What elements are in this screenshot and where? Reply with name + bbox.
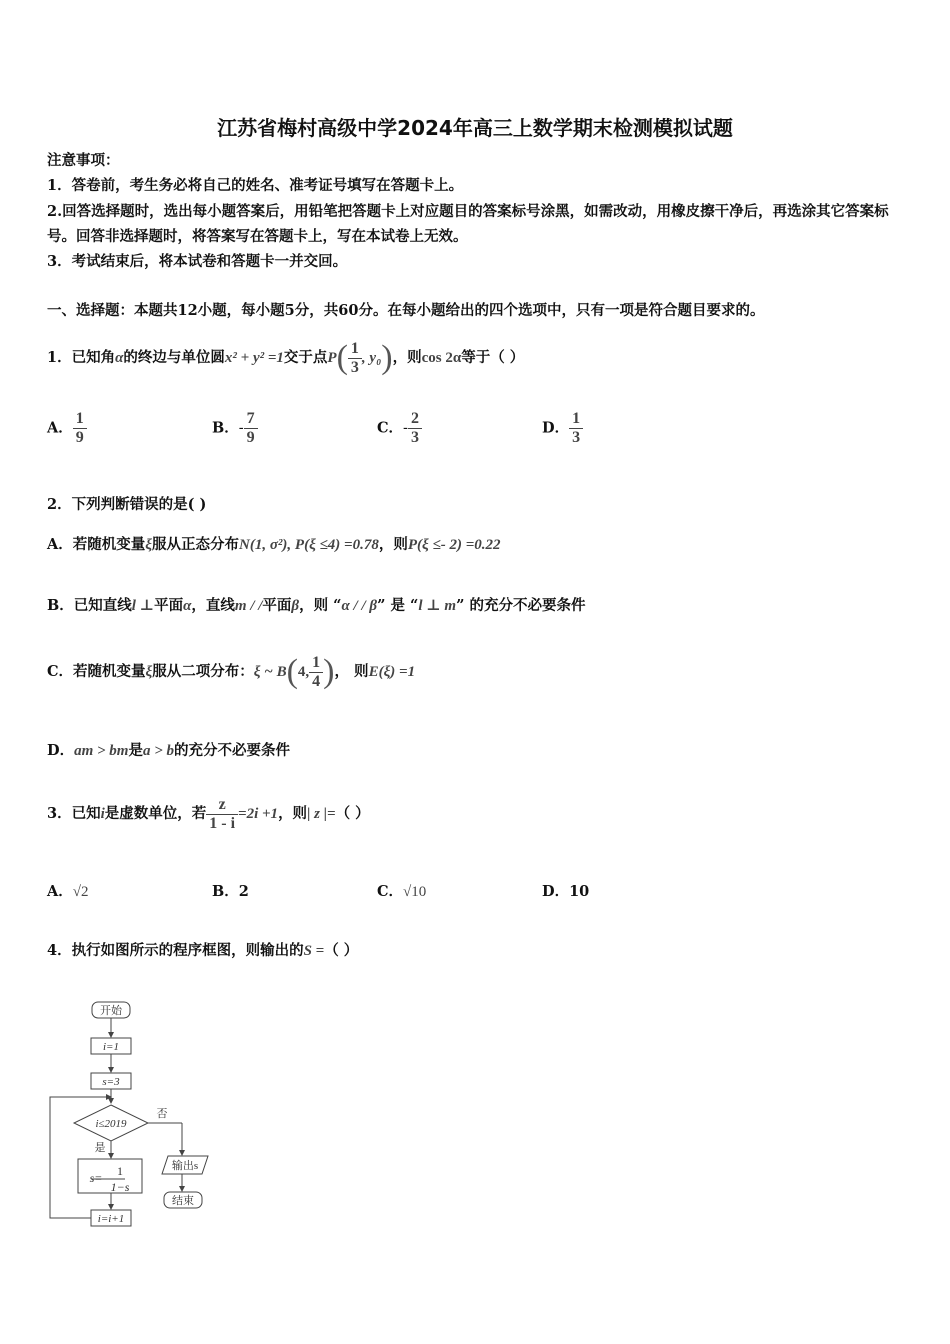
question-4: 4．执行如图所示的程序框图，则输出的S =（ ） [47, 942, 359, 959]
q3-option-b[interactable]: B．2 [212, 883, 249, 900]
flow-yes-label: 是 [94, 1142, 106, 1154]
question-1: 1．已知角α的终边与单位圆x² + y² =1交于点P( $\frac{1}{3}$ , y₀)，则cos 2α等于（ ） [47, 339, 525, 376]
flowchart [40, 995, 230, 1235]
flow-end-label: 结束 [172, 1195, 194, 1207]
flow-start-label: 开始 [100, 1005, 122, 1017]
q2-option-a[interactable]: A．若随机变量ξ服从正态分布N(1, σ²), P(ξ ≤4) =0.78，则P(ξ ≤- 2) =0.22 [47, 536, 501, 553]
notice-item-3: 3．考试结束后，将本试卷和答题卡一并交回。 [47, 253, 348, 270]
page-title: 江苏省梅村高级中学2024年高三上数学期末检测模拟试题 [217, 116, 733, 140]
q3-option-d[interactable]: D．10 [542, 883, 590, 900]
flow-output-label: 输出s [171, 1160, 199, 1172]
notice-item-1: 1．答卷前，考生务必将自己的姓名、准考证号填写在答题卡上。 [47, 177, 464, 194]
flow-assign-lhs: s= [89, 1171, 103, 1185]
flow-assign-num: 1 [117, 1164, 123, 1178]
notice-item-2: 2.回答选择题时，选出每小题答案后，用铅笔把答题卡上对应题目的答案标号涂黑，如需改动，用橡皮擦干净后，再选涂其它答案标号。回答非选择题时，将答案写在答题卡上，写在本试卷上无效。 [47, 203, 889, 245]
flow-increment-label: i=i+1 [97, 1213, 125, 1225]
question-3: 3．已知i是虚数单位，若 $\frac{z}{1 - i}$ =2i +1，则| z |=（ ） [47, 795, 370, 832]
q3-option-c[interactable]: C．√10 [377, 883, 427, 900]
section-heading: 一、选择题：本题共12小题，每小题5分，共60分。在每小题给出的四个选项中，只有一项是符合题目要求的。 [47, 302, 765, 319]
q2-option-b[interactable]: B．已知直线l ⊥平面α，直线m / /平面β，则 “α / / β” 是 “l ⊥ m” 的充分不必要条件 [47, 597, 586, 614]
q3-option-a[interactable]: A．√2 [47, 883, 89, 900]
flow-no-label: 否 [156, 1108, 168, 1120]
question-2-stem: 2．下列判断错误的是( ) [47, 496, 207, 513]
flow-condition-label: i≤2019 [95, 1118, 127, 1130]
flow-assign-den: 1−s [110, 1180, 130, 1194]
notice-heading: 注意事项： [47, 152, 120, 169]
q1-option-d[interactable]: D． $\frac{1}{3}$ [542, 410, 583, 447]
q1-option-a[interactable]: A． $\frac{1}{9}$ [47, 410, 87, 447]
q1-option-c[interactable]: C．- $\frac{2}{3}$ [377, 410, 422, 447]
q2-option-d[interactable]: D．am > bm是a > b的充分不必要条件 [47, 742, 291, 759]
flow-init-i-label: i=1 [103, 1041, 119, 1053]
q1-option-b[interactable]: B．- $\frac{7}{9}$ [212, 410, 258, 447]
q2-option-c[interactable]: C．若随机变量ξ服从二项分布：ξ ~ B(4, $\frac{1}{4}$ )， 则E(ξ) =1 [47, 653, 416, 690]
flow-init-s-label: s=3 [102, 1076, 120, 1088]
